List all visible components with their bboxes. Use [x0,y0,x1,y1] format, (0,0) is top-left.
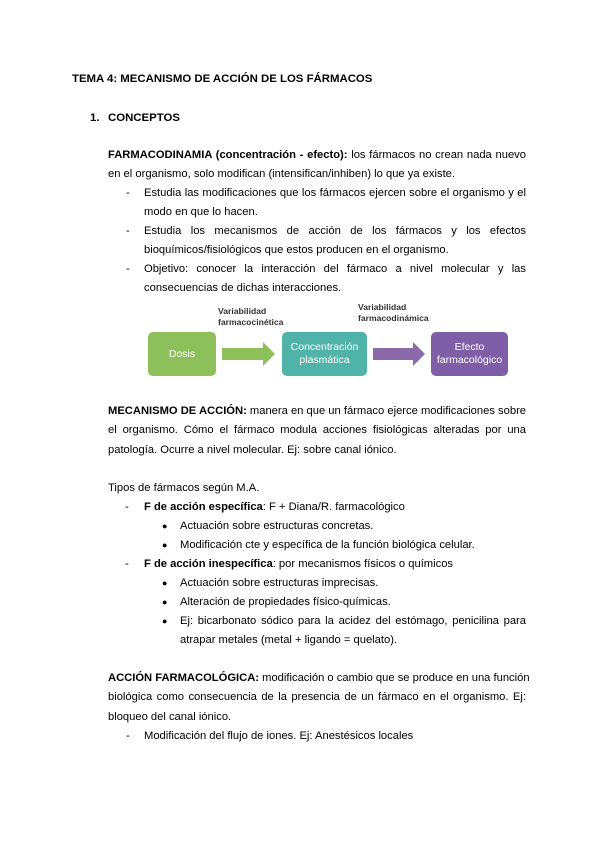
box-text: Dosis [168,347,196,360]
bullet-text: modo en que lo hacen. [144,206,258,219]
accion-line-1 [108,669,530,688]
box-text: Concentración [290,341,359,353]
especifica-item-1 [162,517,526,537]
accion-text: modificación o cambio que se produce en una función [259,672,530,684]
dash-marker: - [125,501,129,513]
bullet-dot: ● [162,521,168,531]
box-text: Efecto [454,341,485,353]
farmacodinamia-bullet-3 [126,260,526,299]
label-line: farmacocinética [218,317,284,327]
farmacodinamia-bullet-1 [126,184,526,223]
farmacodinamia-text: los fármacos no crean nada nuevo [347,149,526,161]
bullet-text: Objetivo: conocer la interacción del fármaco a nivel molecular y las [144,263,526,275]
section-heading [90,112,180,124]
inespecifica-item-1 [162,574,526,594]
especifica-item-2 [162,536,526,556]
farmacodinamia-line-1 [108,146,526,165]
inespecifica-item-3 [162,612,526,652]
inespecifica-text: : por mecanismos físicos o químicos [272,558,454,570]
inespecifica-term: F de acción inespecífica [144,558,273,570]
label-line: farmacodinámica [358,313,429,323]
mecanismo-line-3: patología. Ocurre a nivel molecular. Ej: sobre canal iónico. [108,443,397,456]
tipo-especifica [126,498,526,518]
item-text: Actuación sobre estructuras imprecisas. [180,577,379,589]
accion-line-3: bloqueo del canal iónico. [108,710,232,723]
bullet-dot: ● [162,540,168,550]
item-text: Ej: bicarbonato sódico para la acidez del estómago, penicilina para [180,615,526,627]
item-text: atrapar metales (metal + ligando = quelato). [180,634,398,647]
mecanismo-line-1 [108,402,526,421]
bullet-text: bioquímicos/fisiológicos que estos producen en el organismo. [144,244,449,257]
accion-bullet [126,727,526,747]
inespecifica-item-2 [162,593,526,613]
mecanismo-term: MECANISMO DE ACCIÓN: [108,405,247,417]
pharmacology-flow-diagram [145,304,520,384]
bullet-text: Modificación del flujo de iones. Ej: Anestésicos locales [144,730,414,742]
item-text: Actuación sobre estructuras concretas. [180,520,374,532]
dash-marker: - [126,730,130,742]
bullet-text: Estudia los mecanismos de acción de los fármacos y los efectos [144,225,526,237]
box-text: farmacológico [436,354,503,366]
mecanismo-line-2: el organismo. Cómo el fármaco modula acciones fisiológicas alteradas por una [108,424,526,437]
item-text: Modificación cte y específica de la función biológica celular. [180,539,475,551]
tipo-inespecifica [126,555,526,575]
item-text: Alteración de propiedades físico-químicas. [180,596,391,608]
bullet-dot: ● [162,616,168,626]
mecanismo-paragraph [108,402,526,460]
bullet-dot: ● [162,578,168,588]
accion-paragraph [108,669,530,727]
section-number: 1. [90,112,100,124]
accion-line-2: biológica como consecuencia de la presencia de un fármaco en el organismo. Ej: [108,691,526,704]
dash-marker: - [126,225,130,237]
mecanismo-text: manera en que un fármaco ejerce modificaciones sobre [246,405,527,417]
farmacodinamia-bullet-2 [126,222,526,261]
label-line: Variabilidad [218,306,267,316]
box-dosis-label [148,332,216,376]
box-efecto-label [431,332,508,376]
label-line: Variabilidad [358,302,407,312]
accion-term: ACCIÓN FARMACOLÓGICA: [108,672,260,684]
arrow-2 [373,342,425,366]
bullet-text: Estudia las modificaciones que los fármacos ejercen sobre el organismo y el [144,187,526,199]
dash-marker: - [126,187,130,199]
arrow-1 [222,342,275,366]
document-title: TEMA 4: MECANISMO DE ACCIÓN DE LOS FÁRMACOS [72,73,373,85]
bullet-text: consecuencias de dichas interacciones. [144,282,342,295]
farmacodinamia-paragraph [108,146,526,185]
dash-marker: - [126,263,130,275]
farmacodinamia-term: FARMACODINAMIA (concentración - efecto): [108,149,348,161]
box-concentracion-label [282,332,367,376]
box-text: plasmática [299,354,350,366]
especifica-text: : F + Diana/R. farmacológico [262,501,405,513]
farmacodinamia-line-2: en el organismo, solo modifican (intensifican/inhiben) lo que ya existe. [108,168,456,181]
tipos-intro: Tipos de fármacos según M.A. [108,482,260,494]
section-label: CONCEPTOS [108,112,180,124]
especifica-term: F de acción específica [144,501,263,513]
bullet-dot: ● [162,597,168,607]
dash-marker: - [125,558,129,570]
